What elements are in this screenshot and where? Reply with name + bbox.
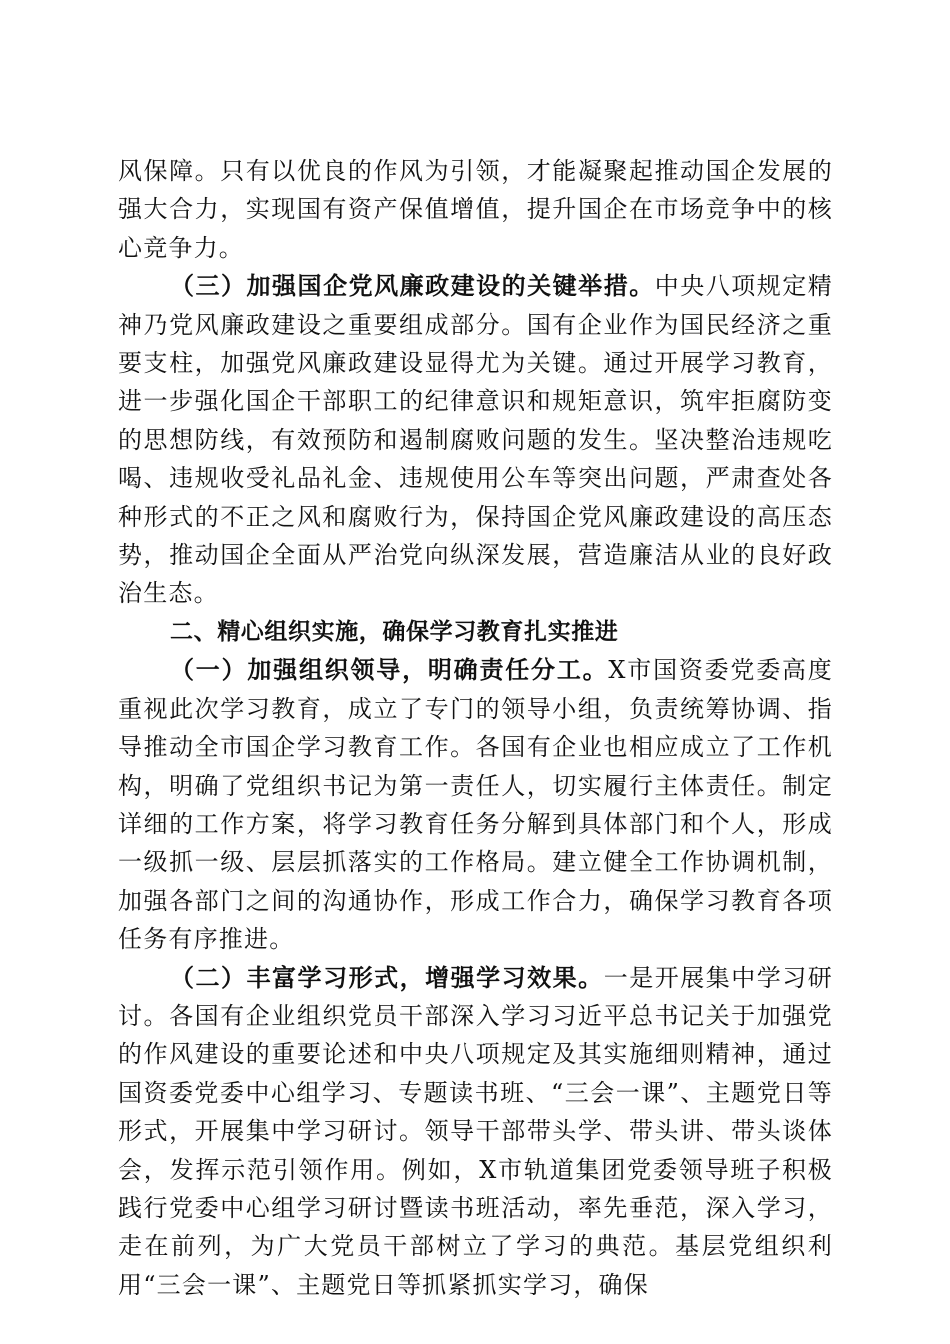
paragraph-text: 中央八项规定精神乃党风廉政建设之重要组成部分。国有企业作为国民经济之重要支柱，加强党风廉政建设显得尤为关键。通过开展学习教育，进一步强化国企干部职工的纪律意识和规矩意识，筑牢拒腐防变的思想防线，有效预防和遏制腐败问题的发生。坚决整治违规吃喝、违规收受礼品礼金、违规使用公车等突出问题，严肃查处各种形式的不正之风和腐败行为，保持国企党风廉政建设的高压态势，推动国企全面从严治党向纵深发展，营造廉洁从业的良好政治生态。 — [118, 272, 833, 608]
paragraph-key-measures — [118, 267, 833, 613]
paragraph-lead: （一）加强组织领导，明确责任分工。 — [170, 655, 609, 685]
paragraph-text: 一是开展集中学习研讨。各国有企业组织党员干部深入学习习近平总书记关于加强党的作风建设的重要论述和中央八项规定及其实施细则精神，通过国资委党委中心组学习、专题读书班、“三会一课”、主题党日等形式，开展集中学习研讨。领导干部带头学、带头讲、带头谈体会，发挥示范引领作用。例如，X市轨道集团党委领导班子积极践行党委中心组学习研讨暨读书班活动，率先垂范，深入学习，走在前列，为广大党员干部树立了学习的典范。基层党组织利用“三会一课”、主题党日等抓紧抓实学习，确保 — [118, 963, 833, 1299]
document-body — [118, 152, 833, 1304]
paragraph-continuation — [118, 152, 833, 267]
paragraph-lead: （三）加强国企党风廉政建设的关键举措。 — [170, 271, 655, 301]
paragraph-learning-forms — [118, 959, 833, 1305]
paragraph-text: 风保障。只有以优良的作风为引领，才能凝聚起推动国企发展的强大合力，实现国有资产保值增值，提升国企在市场竞争中的核心竞争力。 — [118, 157, 833, 262]
paragraph-lead: （二）丰富学习形式，增强学习效果。 — [170, 962, 604, 992]
paragraph-text: X市国资委党委高度重视此次学习教育，成立了专门的领导小组，负责统筹协调、指导推动全市国企学习教育工作。各国有企业也相应成立了工作机构，明确了党组织书记为第一责任人，切实履行主体责任。制定详细的工作方案，将学习教育任务分解到具体部门和个人，形成一级抓一级、层层抓落实的工作格局。建立健全工作协调机制，加强各部门之间的沟通协作，形成工作合力，确保学习教育各项任务有序推进。 — [118, 656, 833, 954]
paragraph-organization — [118, 651, 833, 958]
section-heading: 二、精心组织实施，确保学习教育扎实推进 — [170, 618, 619, 645]
